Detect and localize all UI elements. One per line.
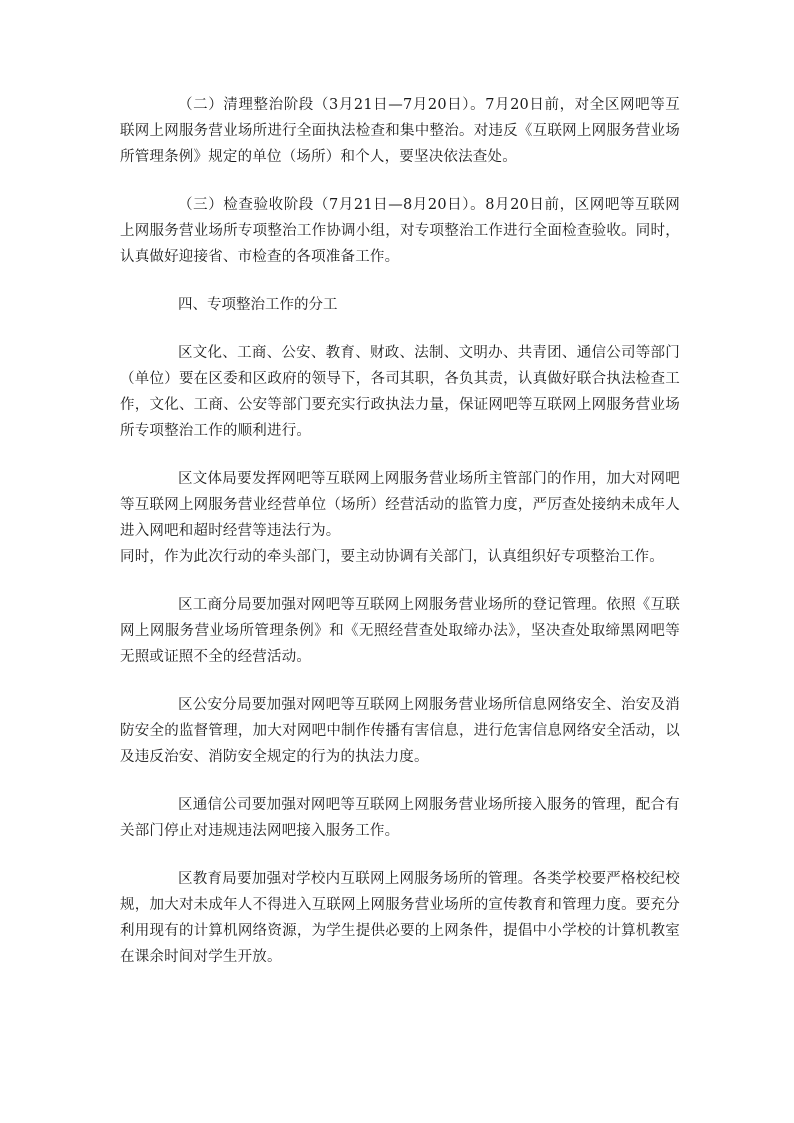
section-heading-division-of-work: 四、专项整治工作的分工 <box>178 297 338 313</box>
paragraph-culture-bureau-continued: 同时，作为此次行动的牵头部门，要主动协调有关部门，认真组织好专项整治工作。 <box>120 549 664 565</box>
paragraph-commerce-bureau: 区工商分局要加强对网吧等互联网上网服务营业场所的登记管理。依照《互联网上网服务营业场所管理条例》和《无照经营查处取缔办法》，坚决查处取缔黑网吧等无照或证照不全的经营活动。 <box>120 597 680 665</box>
paragraph-telecom-company: 区通信公司要加强对网吧等互联网上网服务营业场所接入服务的管理，配合有关部门停止对违规违法网吧接入服务工作。 <box>120 797 680 839</box>
paragraph-inspection-phase: （三）检查验收阶段（7月21日—8月20日）。8月20日前，区网吧等互联网上网服务营业场所专项整治工作协调小组，对专项整治工作进行全面检查验收。同时，认真做好迎接省、市检查的各项准备工作。 <box>120 197 680 265</box>
document-page <box>120 92 680 992</box>
paragraph-cleanup-phase: （二）清理整治阶段（3月21日—7月20日）。7月20日前，对全区网吧等互联网上网服务营业场所进行全面执法检查和集中整治。对违反《互联网上网服务营业场所管理条例》规定的单位（场所）和个人，要坚决依法查处。 <box>120 97 680 165</box>
paragraph-departments: 区文化、工商、公安、教育、财政、法制、文明办、共青团、通信公司等部门（单位）要在区委和区政府的领导下，各司其职，各负其责，认真做好联合执法检查工作，文化、工商、公安等部门要充实行政执法力量，保证网吧等互联网上网服务营业场所专项整治工作的顺利进行。 <box>120 345 680 439</box>
paragraph-police-bureau: 区公安分局要加强对网吧等互联网上网服务营业场所信息网络安全、治安及消防安全的监督管理，加大对网吧中制作传播有害信息，进行危害信息网络安全活动，以及违反治安、消防安全规定的行为的执法力度。 <box>120 697 680 765</box>
paragraph-culture-bureau: 区文体局要发挥网吧等互联网上网服务营业场所主管部门的作用，加大对网吧等互联网上网服务营业经营单位（场所）经营活动的监管力度，严厉查处接纳未成年人进入网吧和超时经营等违法行为。 <box>120 471 680 539</box>
paragraph-education-bureau: 区教育局要加强对学校内互联网上网服务场所的管理。各类学校要严格校纪校规，加大对未成年人不得进入互联网上网服务营业场所的宣传教育和管理力度。要充分利用现有的计算机网络资源，为学生提供必要的上网条件，提倡中小学校的计算机教室在课余时间对学生开放。 <box>120 871 680 965</box>
